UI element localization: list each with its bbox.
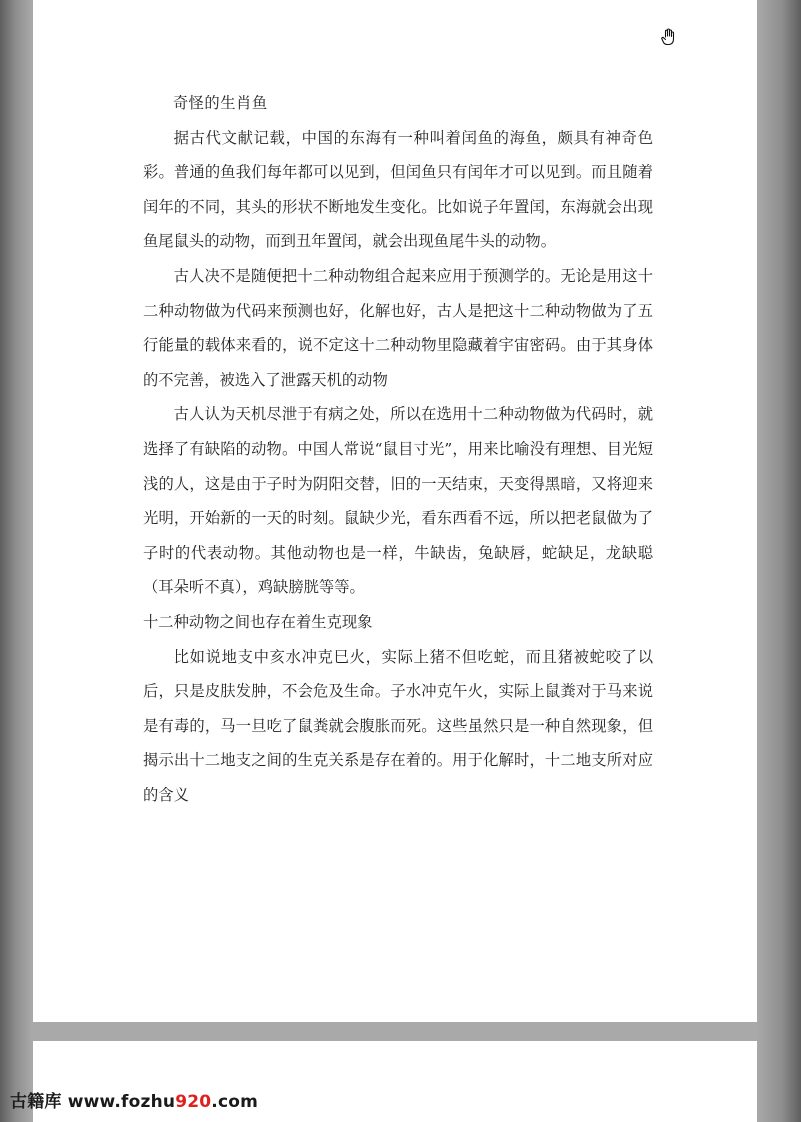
paragraph: 古人认为天机尽泄于有病之处，所以在选用十二种动物做为代码时，就选择了有缺陷的动物。中国人常说“鼠目寸光”，用来比喻没有理想、目光短浅的人，这是由于子时为阴阳交替，旧的一天结束，天变得黑暗，又将迎来光明，开始新的一天的时刻。鼠缺少光，看东西看不远，所以把老鼠做为了子时的代表动物。其他动物也是一样，牛缺齿，兔缺唇，蛇缺足，龙缺聪（耳朵听不真），鸡缺膀胱等等。 (143, 405, 653, 597)
paragraph: 据古代文献记载，中国的东海有一种叫着闰鱼的海鱼，颇具有神奇色彩。普通的鱼我们每年都可以见到，但闰鱼只有闰年才可以见到。而且随着闰年的不同，其头的形状不断地发生变化。比如说子年置闰，东海就会出现鱼尾鼠头的动物，而到丑年置闰，就会出现鱼尾牛头的动物。 (143, 128, 653, 251)
watermark-site-name: 古籍库 (10, 1092, 62, 1112)
watermark-url-suffix: .com (211, 1092, 259, 1112)
document-page-1 (33, 0, 757, 1022)
watermark-url-digits: 920 (175, 1092, 212, 1112)
section-heading: 十二种动物之间也存在着生克现象 (143, 612, 373, 631)
document-title: 奇怪的生肖鱼 (172, 94, 268, 112)
document-body (143, 86, 653, 812)
paragraph: 古人决不是随便把十二种动物组合起来应用于预测学的。无论是用这十二种动物做为代码来预测也好，化解也好，古人是把这十二种动物做为了五行能量的载体来看的，说不定这十二种动物里隐藏着宇宙密码。由于其身体的不完善，被选入了泄露天机的动物 (143, 266, 653, 389)
site-watermark (10, 1087, 258, 1112)
watermark-url-prefix: www.fozhu (67, 1092, 176, 1112)
paragraph: 比如说地支中亥水冲克巳火，实际上猪不但吃蛇，而且猪被蛇咬了以后，只是皮肤发肿，不会危及生命。子水冲克午火，实际上鼠粪对于马来说是有毒的，马一旦吃了鼠粪就会腹胀而死。这些虽然只是一种自然现象，但揭示出十二地支之间的生克关系是存在着的。用于化解时，十二地支所对应的含义 (143, 647, 653, 804)
hand-pointer-icon (660, 28, 676, 46)
